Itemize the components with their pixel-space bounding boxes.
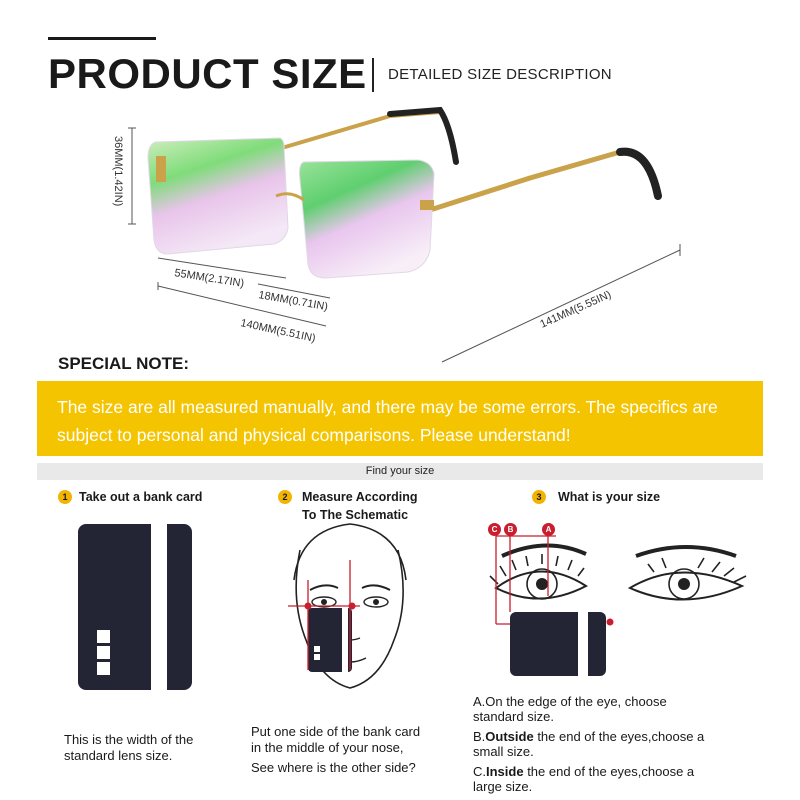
temple-tip: [390, 110, 456, 162]
answer-emphasis: Outside: [485, 729, 534, 744]
answer-text: the end of the eyes,choose a: [533, 729, 705, 744]
step-number-2: 2: [278, 490, 292, 504]
dim-lens-height: 36MM(1.42IN): [112, 136, 124, 207]
dim-frame-width: 140MM(5.51IN): [239, 317, 317, 345]
title-separator: [372, 58, 374, 92]
right-lens: [300, 160, 435, 278]
find-size-label: Find your size: [365, 465, 435, 477]
step-2-caption: [251, 724, 420, 776]
dim-lens-width: 55MM(2.17IN): [173, 267, 245, 290]
answer-text: B.: [473, 729, 486, 744]
left-lens: [148, 138, 288, 254]
step-title-line: To The Schematic: [302, 508, 409, 522]
answer-text: standard size.: [473, 709, 554, 724]
glasses-illustration: [90, 100, 710, 380]
special-note-text: [57, 393, 757, 449]
answer-c: [473, 764, 773, 794]
marker-b: B: [504, 523, 517, 536]
face-illustration: [280, 520, 420, 690]
marker-a: A: [542, 523, 555, 536]
answer-a: [473, 694, 773, 724]
marker-c: C: [488, 523, 501, 536]
step-number-3: 3: [532, 490, 546, 504]
note-line: subject to personal and physical comparisons. Please understand!: [57, 425, 571, 445]
caption-line: This is the width of the: [64, 732, 194, 747]
answer-text: A.On the edge of the eye, choose: [473, 694, 667, 709]
right-hinge: [420, 200, 434, 210]
answer-text: large size.: [473, 779, 533, 794]
step-number-1: 1: [58, 490, 72, 504]
step-1-caption: [64, 732, 193, 764]
eyes-illustration: [486, 526, 776, 686]
dim-line-temple-length: [442, 250, 680, 362]
size-answers: [473, 694, 773, 799]
header-rule: [48, 37, 156, 40]
note-line: The size are all measured manually, and there may be some errors. The specifics are: [57, 397, 718, 417]
answer-text: small size.: [473, 744, 534, 759]
special-note-title: SPECIAL NOTE:: [58, 354, 189, 373]
left-hinge: [156, 156, 166, 182]
bank-card: [78, 524, 192, 690]
caption-line: See where is the other side?: [251, 760, 416, 775]
card-stripe: [151, 524, 167, 690]
page-title: PRODUCT SIZE: [48, 50, 367, 97]
step-title-3: What is your size: [558, 490, 661, 504]
dim-bridge: 18MM(0.71IN): [257, 289, 329, 314]
caption-line: in the middle of your nose,: [251, 740, 404, 755]
answer-text: C.: [473, 764, 486, 779]
card-chip: [97, 630, 110, 643]
step-title-2: [302, 488, 418, 524]
caption-line: standard lens size.: [64, 748, 173, 763]
caption-line: Put one side of the bank card: [251, 724, 421, 739]
step-title-line: Measure According: [302, 490, 418, 504]
temple-tip: [620, 152, 658, 196]
answer-b: [473, 729, 773, 759]
answer-emphasis: Inside: [486, 764, 524, 779]
answer-text: the end of the eyes,choose a: [523, 764, 695, 779]
card-chip: [97, 646, 110, 659]
dim-temple-length: 141MM(5.55IN): [538, 288, 614, 331]
card-chip: [97, 662, 110, 675]
find-size-bar: [37, 463, 763, 480]
step-title-1: Take out a bank card: [79, 490, 203, 504]
temple-arm: [275, 112, 440, 150]
page-subtitle: DETAILED SIZE DESCRIPTION: [388, 66, 612, 83]
